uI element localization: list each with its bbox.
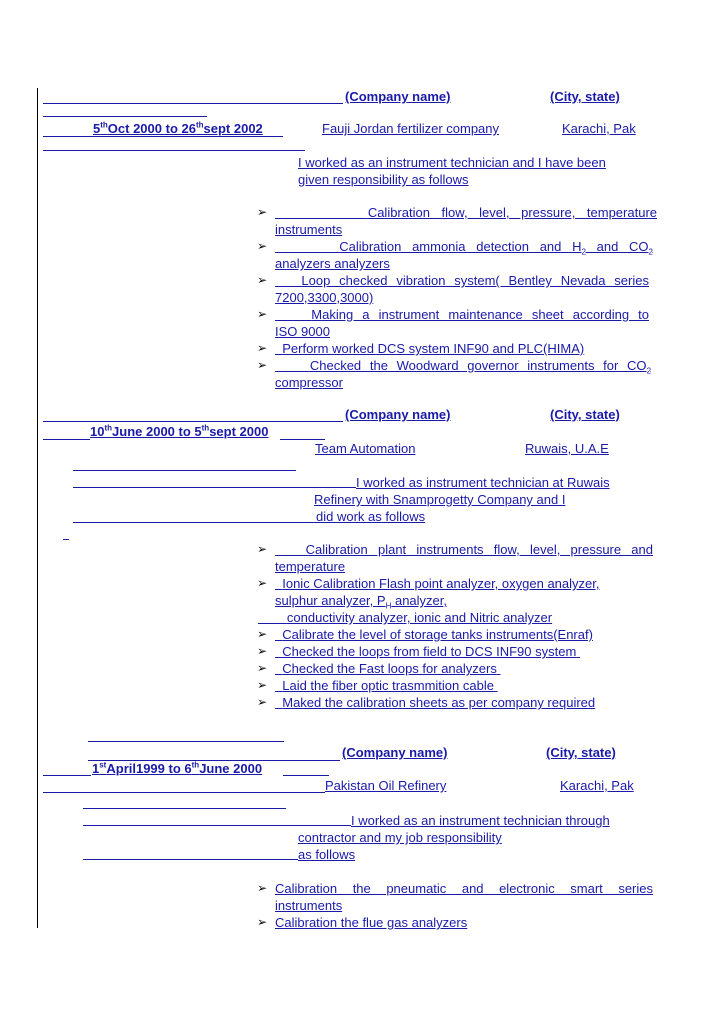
job-intro-line: Refinery with Snamprogetty Company and I: [314, 492, 566, 507]
job-intro-line: contractor and my job responsibility: [298, 830, 502, 845]
rule: [43, 775, 91, 776]
list-item: Calibrate the level of storage tanks instruments(Enraf): [282, 627, 593, 642]
company-name: Team Automation: [315, 441, 416, 456]
arrow-bullet-icon: ➢: [257, 341, 268, 355]
list-item: Laid the fiber optic trasmmition cable: [282, 678, 494, 693]
list-item: [275, 541, 653, 575]
list-item: Checked the loops from field to DCS INF90 system: [282, 644, 577, 659]
rule: [83, 825, 351, 826]
arrow-bullet-icon: ➢: [257, 273, 268, 287]
rule: [43, 439, 90, 440]
list-item: [275, 204, 657, 238]
city-state-label: (City, state): [550, 89, 620, 104]
job-intro-line: given responsibility as follows: [298, 172, 469, 187]
list-item: Perform worked DCS system INF90 and PLC(HIMA): [282, 341, 585, 356]
rule: [73, 487, 356, 488]
rule: [43, 792, 325, 793]
company-city: Karachi, Pak: [560, 778, 634, 793]
rule: [83, 859, 298, 860]
list-item: [275, 880, 653, 914]
list-item: [275, 357, 651, 391]
company-name-label: (Company name): [345, 407, 451, 422]
arrow-bullet-icon: ➢: [257, 644, 268, 658]
list-item: [275, 238, 653, 272]
list-item-line: ISO 9000: [275, 324, 330, 339]
list-item-line: Making a instrument maintenance sheet according to: [311, 307, 650, 322]
company-name: Pakistan Oil Refinery: [325, 778, 447, 793]
list-item-line: compressor: [275, 375, 343, 390]
list-item: Ionic Calibration Flash point analyzer, oxygen analyzer,: [282, 576, 600, 591]
job-intro-line: I worked as an instrument technician through: [351, 813, 610, 828]
company-city: Ruwais, U.A.E: [525, 441, 609, 456]
arrow-bullet-icon: ➢: [257, 881, 268, 895]
list-item: [275, 306, 649, 340]
list-item-line: Loop checked vibration system( Bentley Nevada series: [301, 273, 649, 288]
list-item: Checked the Fast loops for analyzers: [282, 661, 497, 676]
job-intro-line: I worked as an instrument technician and I have been: [298, 155, 606, 170]
job-dates: 5thOct 2000 to 26thsept 2002: [93, 120, 263, 136]
list-item-line: Checked the Woodward governor instruments for $CO_2$: [309, 358, 652, 376]
company-name-label: (Company name): [342, 745, 448, 760]
arrow-bullet-icon: ➢: [257, 576, 268, 590]
list-item-line: temperature: [275, 559, 346, 574]
rule: [43, 136, 283, 137]
rule: [63, 539, 69, 540]
rule: [83, 808, 286, 809]
company-name-label: (Company name): [345, 89, 451, 104]
city-state-label: (City, state): [550, 407, 620, 422]
arrow-bullet-icon: ➢: [257, 627, 268, 641]
rule: [283, 775, 329, 776]
company-city: Karachi, Pak: [562, 121, 636, 136]
rule: [43, 150, 305, 151]
arrow-bullet-icon: ➢: [257, 661, 268, 675]
list-item-line: Calibration flow, level, pressure, temperature: [367, 205, 657, 220]
list-item-line: Calibration plant instruments flow, level, pressure and: [305, 542, 654, 557]
rule: [43, 103, 343, 104]
rule: [43, 116, 207, 117]
arrow-bullet-icon: ➢: [257, 542, 268, 556]
job-intro-line: I worked as instrument technician at Ruwais: [356, 475, 610, 490]
rule: [73, 522, 316, 523]
list-item: Maked the calibration sheets as per company required: [282, 695, 596, 710]
arrow-bullet-icon: ➢: [257, 358, 268, 372]
arrow-bullet-icon: ➢: [257, 307, 268, 321]
job-dates: 1stApril1999 to 6thJune 2000: [92, 760, 263, 776]
arrow-bullet-icon: ➢: [257, 678, 268, 692]
company-name: Fauji Jordan fertilizer company: [322, 121, 500, 136]
list-item-line: sulphur analyzer, $P_H$ analyzer,: [275, 593, 448, 611]
list-item-line: instruments: [275, 222, 343, 237]
rule: [43, 421, 343, 422]
list-item-line: Calibration ammonia detection and $H_2$ and $CO_2$: [339, 239, 653, 257]
job-intro-line: as follows: [298, 847, 356, 862]
list-item-line: Calibration the pneumatic and electronic smart series: [275, 881, 653, 896]
job-dates: 10thJune 2000 to 5thsept 2000: [90, 423, 269, 439]
list-item: Calibration the flue gas analyzers: [275, 915, 468, 930]
list-item-line: instruments: [275, 898, 343, 913]
arrow-bullet-icon: ➢: [257, 915, 268, 929]
list-item-line: 7200,3300,3000): [275, 290, 374, 305]
city-state-label: (City, state): [546, 745, 616, 760]
list-item-line: analyzers analyzers: [275, 256, 390, 271]
arrow-bullet-icon: ➢: [257, 239, 268, 253]
rule: [88, 741, 284, 742]
arrow-bullet-icon: ➢: [257, 695, 268, 709]
list-item: [275, 272, 649, 306]
arrow-bullet-icon: ➢: [257, 205, 268, 219]
list-item-line: conductivity analyzer, ionic and Nitric analyzer: [286, 610, 553, 625]
left-margin-rule: [37, 88, 38, 928]
rule: [73, 470, 296, 471]
job-intro-line: did work as follows: [316, 509, 426, 524]
